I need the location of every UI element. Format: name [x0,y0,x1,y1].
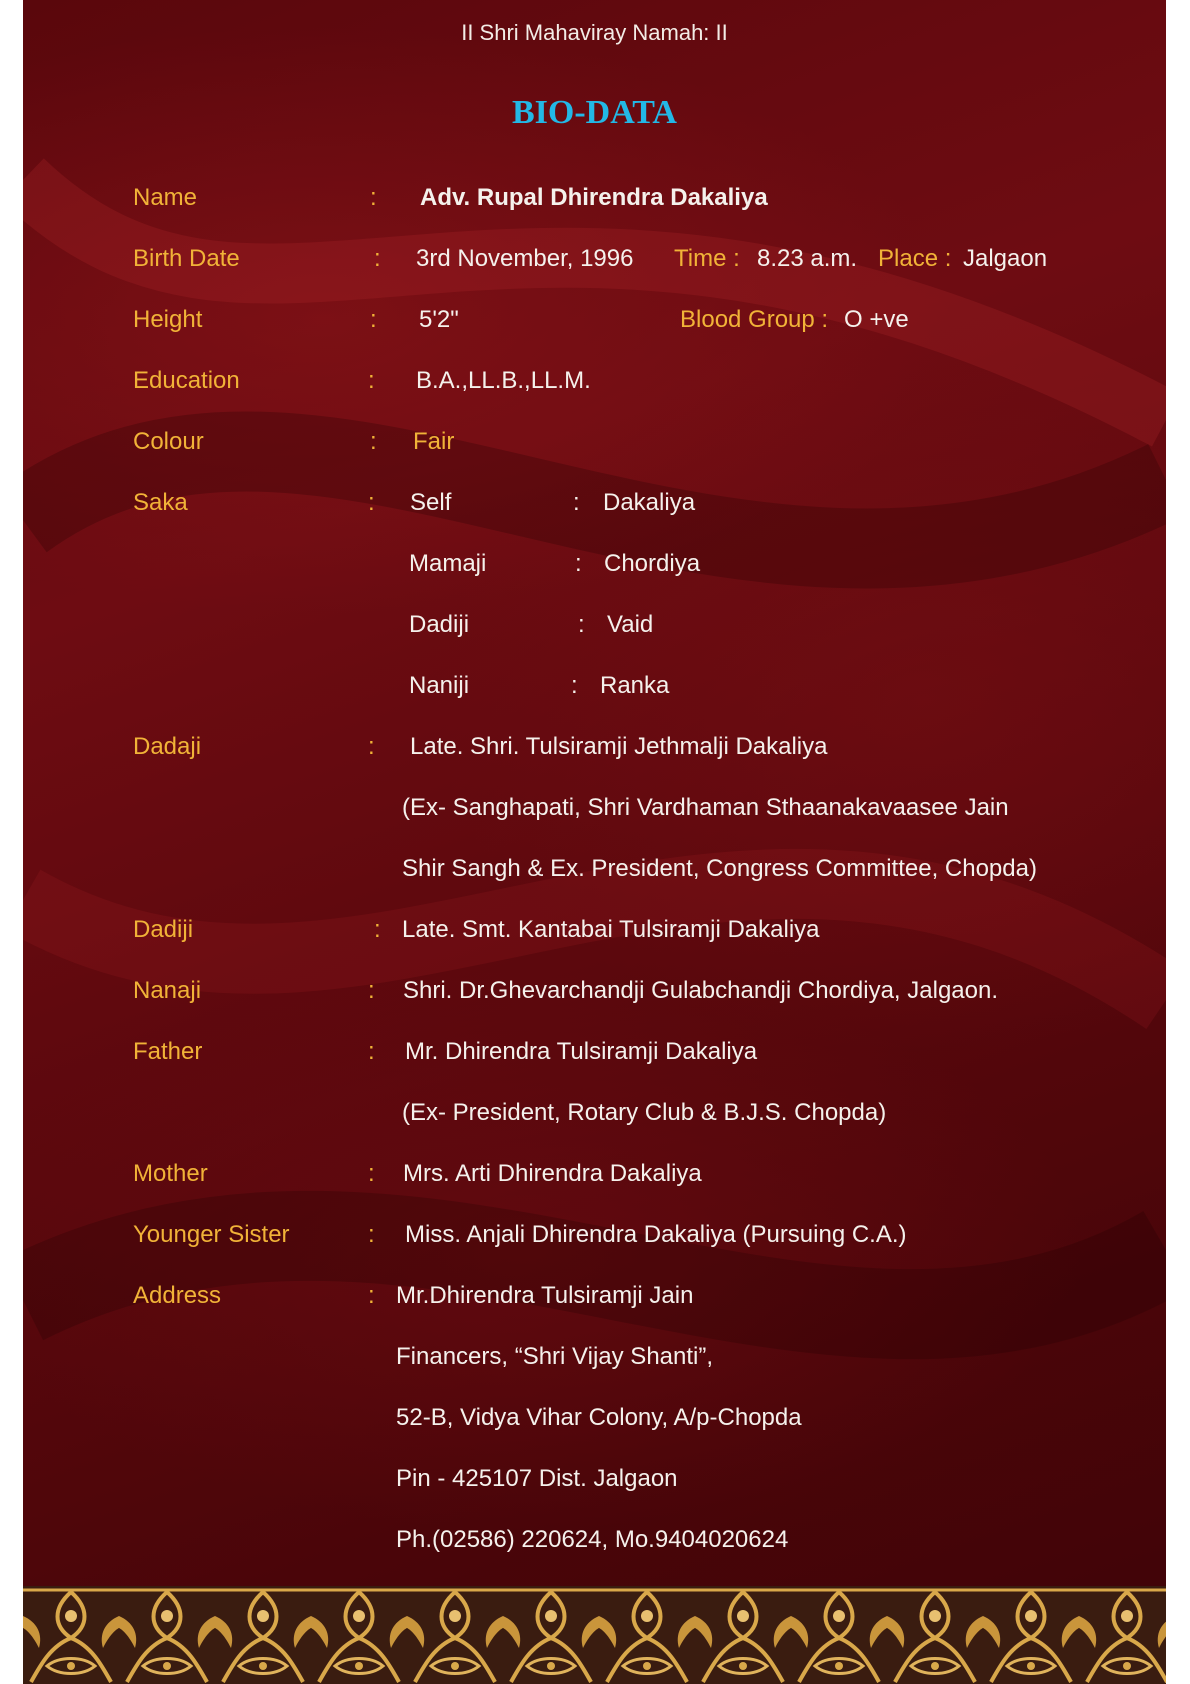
ornamental-border [23,1586,1166,1684]
saka-colon: : [575,550,582,577]
colon-birth-date: : [374,245,381,272]
value-blood-group: O +ve [844,306,909,333]
saka-colon: : [571,672,578,699]
label-name: Name [133,184,198,211]
label-blood-group: Blood Group : [680,306,829,333]
value-height: 5'2" [419,306,459,333]
label-colour: Colour [133,428,204,455]
saka-colon: : [573,489,580,516]
colon-dadiji: : [374,916,381,943]
value-address-line: 52-B, Vidya Vihar Colony, A/p-Chopda [396,1404,802,1431]
saka-colon: : [578,611,585,638]
saka-relation: Self [410,489,452,516]
saka-value: Vaid [607,611,654,638]
value-younger-sister: Miss. Anjali Dhirendra Dakaliya (Pursuing C.A.) [405,1221,907,1248]
colon-younger-sister: : [368,1221,375,1248]
label-mother: Mother [133,1160,208,1187]
colon-colour: : [370,428,377,455]
value-time: 8.23 a.m. [757,245,858,272]
label-younger-sister: Younger Sister [133,1221,290,1248]
value-address-line: Financers, “Shri Vijay Shanti”, [396,1343,714,1370]
value-father-line: Mr. Dhirendra Tulsiramji Dakaliya [405,1038,758,1065]
value-father-line: (Ex- President, Rotary Club & B.J.S. Chopda) [402,1099,887,1126]
value-nanaji: Shri. Dr.Ghevarchandji Gulabchandji Chordiya, Jalgaon. [403,977,998,1004]
value-address-line: Ph.(02586) 220624, Mo.9404020624 [396,1526,789,1553]
biodata-card [23,0,1166,1684]
colon-saka: : [368,489,375,516]
value-dadaji-line: (Ex- Sanghapati, Shri Vardhaman Sthaanakavaasee Jain [402,794,1009,821]
saka-relation: Mamaji [409,550,487,577]
colon-mother: : [368,1160,375,1187]
colon-education: : [368,367,375,394]
colon-height: : [370,306,377,333]
page-title: BIO-DATA [512,94,677,131]
value-dadiji: Late. Smt. Kantabai Tulsiramji Dakaliya [402,916,820,943]
value-address-line: Pin - 425107 Dist. Jalgaon [396,1465,678,1492]
label-saka: Saka [133,489,188,516]
saka-value: Chordiya [604,550,701,577]
saka-relation: Dadiji [409,611,470,638]
saka-value: Ranka [600,672,670,699]
value-mother: Mrs. Arti Dhirendra Dakaliya [403,1160,702,1187]
label-place: Place : [878,245,952,272]
ornament-pattern-icon [23,1586,1166,1684]
label-birth-date: Birth Date [133,245,240,272]
label-time: Time : [674,245,740,272]
colon-dadaji: : [368,733,375,760]
label-address: Address [133,1282,222,1309]
value-colour: Fair [413,428,455,455]
colon-name: : [370,184,377,211]
value-birth-date: 3rd November, 1996 [416,245,634,272]
invocation-text: II Shri Mahaviray Namah: II [461,20,728,45]
value-dadaji-line: Shir Sangh & Ex. President, Congress Committee, Chopda) [402,855,1037,882]
label-education: Education [133,367,240,394]
value-education: B.A.,LL.B.,LL.M. [416,367,591,394]
saka-value: Dakaliya [603,489,696,516]
value-address-line: Mr.Dhirendra Tulsiramji Jain [396,1282,694,1309]
label-dadaji: Dadaji [133,733,202,760]
colon-father: : [368,1038,375,1065]
value-dadaji-line: Late. Shri. Tulsiramji Jethmalji Dakaliya [410,733,828,760]
label-father: Father [133,1038,203,1065]
colon-nanaji: : [368,977,375,1004]
label-height: Height [133,306,203,333]
label-nanaji: Nanaji [133,977,202,1004]
value-place: Jalgaon [963,245,1048,272]
value-name: Adv. Rupal Dhirendra Dakaliya [420,184,768,211]
label-dadiji: Dadiji [133,916,194,943]
saka-relation: Naniji [409,672,470,699]
colon-address: : [368,1282,375,1309]
